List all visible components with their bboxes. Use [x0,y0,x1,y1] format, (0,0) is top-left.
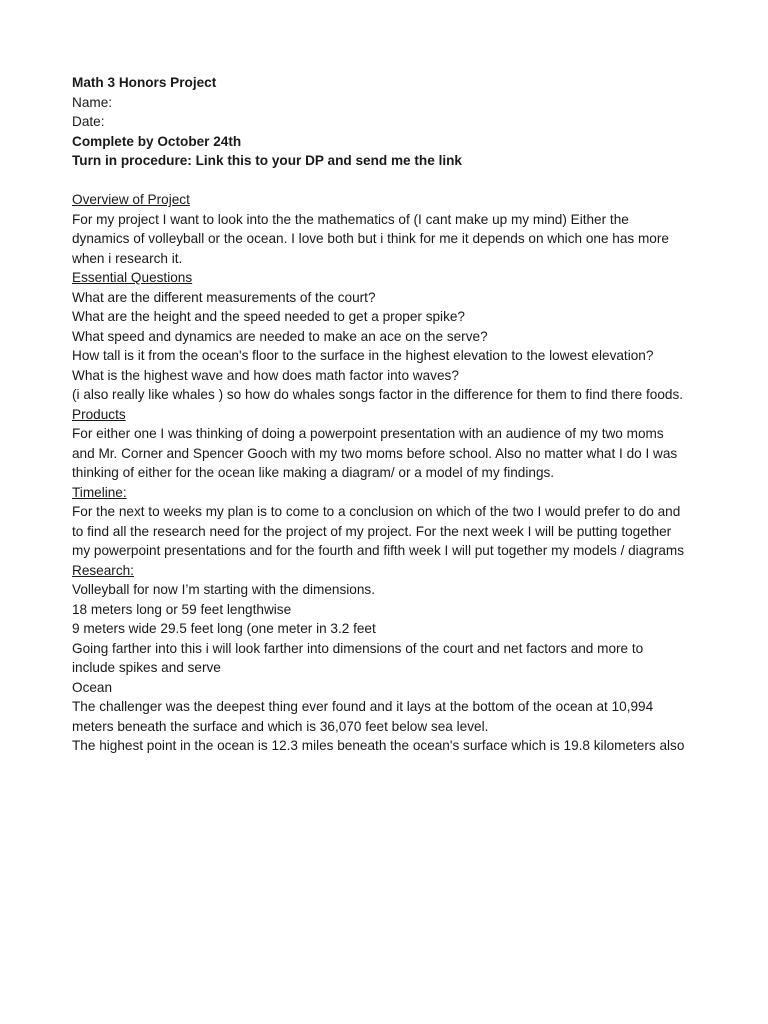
paragraph-line: Going farther into this i will look farther into dimensions of the court and net factors and more to [72,640,644,656]
paragraph-line: to find all the research need for the project of my project. For the next week I will be putting together [72,523,672,539]
paragraph-line: 9 meters wide 29.5 feet long (one meter in 3.2 feet [72,621,376,636]
research-heading: Research: [72,562,134,578]
paragraph-line: thinking of either for the ocean like making a diagram/ or a model of my findings. [72,465,555,480]
date-label: Date: [72,114,105,129]
question-item: What is the highest wave and how does math factor into waves? [72,367,459,383]
spacer [72,171,712,191]
paragraph-line: my powerpoint presentations and for the fourth and fifth week I will put together my models / diagrams [72,543,685,558]
paragraph-line: The challenger was the deepest thing ever found and it lays at the bottom of the ocean at 10,994 [72,699,654,714]
paragraph-line: For my project I want to look into the the mathematics of (I cant make up my mind) Either the [72,211,629,227]
document-title: Math 3 Honors Project [72,75,217,90]
essential-questions-heading: Essential Questions [72,270,193,285]
procedure-text: Turn in procedure: Link this to your DP and send me the link [72,153,462,168]
paragraph-line: 18 meters long or 59 feet lengthwise [72,601,292,617]
products-body [72,424,712,483]
question-item: (i also really like whales ) so how do whales songs factor in the difference for them to find there foods. [72,387,684,402]
products-heading: Products [72,406,126,422]
question-item: What are the height and the speed needed to get a proper spike? [72,309,465,324]
question-item: How tall is it from the ocean's floor to the surface in the highest elevation to the lowest elevation? [72,348,654,363]
paragraph-line: include spikes and serve [72,660,221,675]
timeline-body [72,502,712,561]
research-body [72,580,712,756]
question-item: What are the different measurements of the court? [72,289,376,305]
name-label: Name: [72,94,113,110]
paragraph-line: For the next to weeks my plan is to come to a conclusion on which of the two I would prefer to do and [72,504,681,519]
paragraph-line: For either one I was thinking of doing a powerpoint presentation with an audience of my two moms [72,426,664,441]
deadline-text: Complete by October 24th [72,133,242,149]
paragraph-line: dynamics of volleyball or the ocean. I love both but i think for me it depends on which one has more [72,231,669,246]
ocean-subheading: Ocean [72,679,113,695]
paragraph-line: meters beneath the surface and which is 36,070 feet below sea level. [72,718,489,734]
paragraph-line: when i research it. [72,250,183,266]
essential-questions-list [72,288,712,405]
paragraph-line: The highest point in the ocean is 12.3 miles beneath the ocean's surface which is 19.8 kilometers also [72,738,685,753]
question-item: What speed and dynamics are needed to make an ace on the serve? [72,328,488,344]
overview-heading: Overview of Project [72,192,190,207]
paragraph-line: Volleyball for now I’m starting with the dimensions. [72,582,375,597]
document-page [72,73,712,756]
paragraph-line: and Mr. Corner and Spencer Gooch with my two moms before school. Also no matter what I do I was [72,445,678,461]
overview-body [72,210,712,269]
timeline-heading: Timeline: [72,484,127,500]
